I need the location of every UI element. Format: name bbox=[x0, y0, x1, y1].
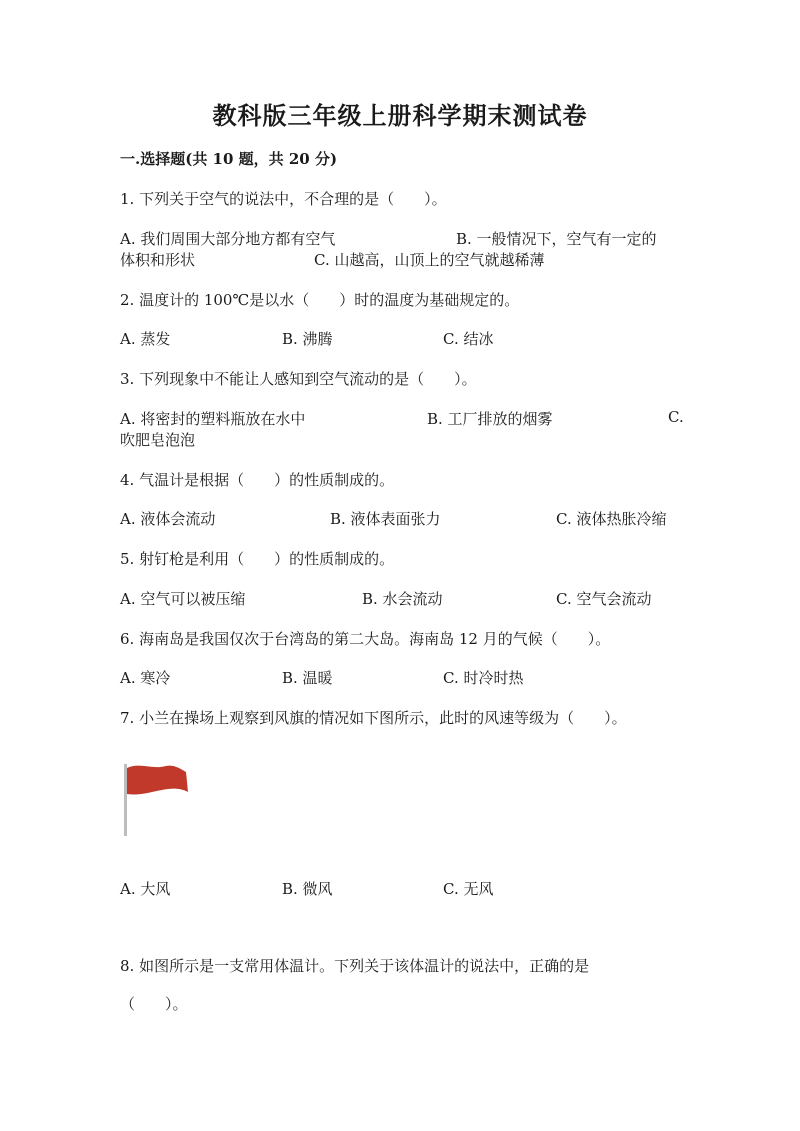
page-title: 教科版三年级上册科学期末测试卷 bbox=[212, 101, 588, 130]
q5-option-c: C. 空气会流动 bbox=[556, 590, 652, 608]
q4-option-c: C. 液体热胀冷缩 bbox=[556, 510, 667, 528]
q7-option-c: C. 无风 bbox=[443, 880, 494, 898]
question-3: 3. 下列现象中不能让人感知到空气流动的是（ ）。 bbox=[120, 370, 477, 388]
q1-option-c: C. 山越高，山顶上的空气就越稀薄 bbox=[314, 251, 545, 269]
q2-option-a: A. 蒸发 bbox=[120, 330, 171, 348]
q2-option-b: B. 沸腾 bbox=[282, 330, 333, 348]
question-8: 8. 如图所示是一支常用体温计。下列关于该体温计的说法中，正确的是 bbox=[120, 957, 590, 975]
q3-option-c-cont: 吹肥皂泡泡 bbox=[120, 431, 196, 449]
question-8-cont: （ ）。 bbox=[120, 995, 188, 1013]
q2-option-c: C. 结冰 bbox=[443, 330, 494, 348]
q1-option-a: A. 我们周围大部分地方都有空气 bbox=[120, 230, 336, 248]
q3-option-a: A. 将密封的塑料瓶放在水中 bbox=[120, 410, 306, 428]
q5-option-b: B. 水会流动 bbox=[362, 590, 443, 608]
section-heading: 一.选择题(共 10 题，共 20 分) bbox=[120, 150, 338, 168]
question-2: 2. 温度计的 100℃是以水（ ）时的温度为基础规定的。 bbox=[120, 291, 520, 309]
question-4: 4. 气温计是根据（ ）的性质制成的。 bbox=[120, 471, 395, 489]
question-5: 5. 射钉枪是利用（ ）的性质制成的。 bbox=[120, 550, 395, 568]
question-6: 6. 海南岛是我国仅次于台湾岛的第二大岛。海南岛 12 月的气候（ ）。 bbox=[120, 630, 611, 648]
question-7: 7. 小兰在操场上观察到风旗的情况如下图所示，此时的风速等级为（ ）。 bbox=[120, 709, 627, 727]
q3-option-b: B. 工厂排放的烟雾 bbox=[427, 410, 553, 428]
q7-option-a: A. 大风 bbox=[120, 880, 171, 898]
q7-option-b: B. 微风 bbox=[282, 880, 333, 898]
q4-option-a: A. 液体会流动 bbox=[120, 510, 216, 528]
q5-option-a: A. 空气可以被压缩 bbox=[120, 590, 246, 608]
q4-option-b: B. 液体表面张力 bbox=[330, 510, 441, 528]
flag-cloth bbox=[127, 766, 188, 795]
q6-option-a: A. 寒冷 bbox=[120, 669, 171, 687]
q6-option-b: B. 温暖 bbox=[282, 669, 333, 687]
wind-flag-image bbox=[120, 758, 192, 838]
q1-option-b-cont: 体积和形状 bbox=[120, 251, 196, 269]
question-1: 1. 下列关于空气的说法中，不合理的是（ ）。 bbox=[120, 190, 447, 208]
q3-option-c: C. bbox=[668, 408, 684, 426]
q6-option-c: C. 时冷时热 bbox=[443, 669, 524, 687]
q1-option-b: B. 一般情况下，空气有一定的 bbox=[456, 230, 657, 248]
flag-pole bbox=[124, 764, 127, 836]
